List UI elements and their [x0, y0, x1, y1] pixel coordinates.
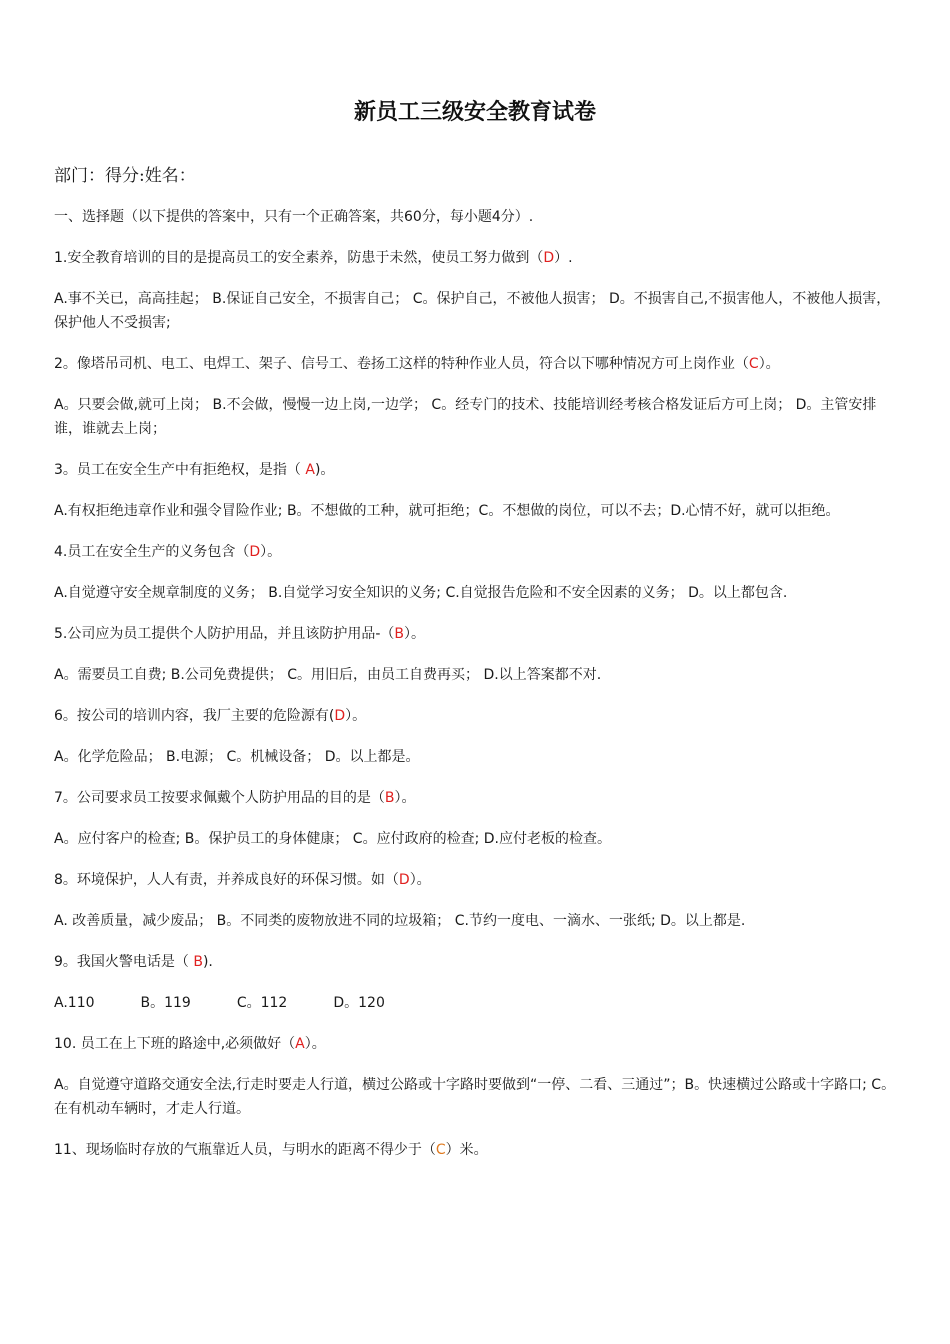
question-text: 6。按公司的培训内容，我厂主要的危险源有(	[54, 708, 335, 724]
question-suffix: )。	[314, 462, 335, 478]
question-text: 9。我国火警电话是（	[54, 954, 194, 970]
question-text: 7。公司要求员工按要求佩戴个人防护用品的目的是（	[54, 790, 385, 806]
question-text: 8。环境保护，人人有责，并养成良好的环保习惯。如（	[54, 872, 399, 888]
answer: B	[384, 790, 395, 806]
question-8	[54, 868, 898, 892]
question-suffix: ）。	[404, 626, 426, 642]
question-1	[54, 246, 898, 270]
options-7: A。应付客户的检查; B。保护员工的身体健康； C。应付政府的检查; D.应付老板的检查。	[54, 831, 611, 847]
question-4	[54, 540, 898, 564]
question-text: 3。员工在安全生产中有拒绝权，是指（	[54, 462, 306, 478]
options-9	[54, 991, 898, 1015]
question-10	[54, 1032, 898, 1056]
answer: D	[543, 250, 555, 266]
question-text: 11、现场临时存放的气瓶靠近人员，与明水的距离不得少于（	[54, 1142, 436, 1158]
answer: D	[249, 544, 261, 560]
meta-line: 部门：得分:姓名：	[54, 166, 196, 186]
answer: B	[193, 954, 203, 970]
options-3: A.有权拒绝违章作业和强令冒险作业; B。不想做的工种，就可拒绝；C。不想做的岗位，可以不去；D.心情不好，就可以拒绝。	[54, 503, 840, 519]
question-text: 1.安全教育培训的目的是提高员工的安全素养，防患于未然，使员工努力做到（	[54, 250, 544, 266]
answer: C	[748, 356, 759, 372]
answer: C	[435, 1142, 446, 1158]
question-7	[54, 786, 898, 810]
section-heading: 一、选择题（以下提供的答案中，只有一个正确答案，共60分，每小题4分）.	[54, 209, 534, 225]
question-2	[54, 352, 898, 376]
question-9	[54, 950, 898, 974]
options-8: A. 改善质量，减少废品； B。不同类的废物放进不同的垃圾箱； C.节约一度电、一滴水、一张纸; D。以上都是.	[54, 913, 746, 929]
question-text: 4.员工在安全生产的义务包含（	[54, 544, 250, 560]
option-c: C。112	[236, 995, 288, 1011]
question-text: 5.公司应为员工提供个人防护用品，并且该防护用品-（	[54, 626, 395, 642]
question-suffix: ）。	[394, 790, 416, 806]
page-title: 新员工三级安全教育试卷	[353, 99, 596, 125]
question-suffix: ）.	[554, 250, 573, 266]
option-d: D。120	[333, 995, 385, 1011]
question-11	[54, 1138, 898, 1162]
option-b: B。119	[140, 995, 191, 1011]
answer: D	[334, 708, 346, 724]
question-text: 2。像塔吊司机、电工、电焊工、架子、信号工、卷扬工这样的特种作业人员，符合以下哪种情况方可上岗作业（	[54, 356, 749, 372]
options-2: A。只要会做,就可上岗； B.不会做，慢慢一边上岗,一边学； C。经专门的技术、技能培训经考核合格发证后方可上岗； D。主管安排谁，谁就去上岗；	[54, 397, 877, 437]
question-suffix: ）。	[345, 708, 367, 724]
answer: D	[398, 872, 410, 888]
exam-content	[54, 205, 898, 1179]
question-3	[54, 458, 898, 482]
options-5: A。需要员工自费; B.公司免费提供； C。用旧后，由员工自费再买； D.以上答案都不对.	[54, 667, 602, 683]
question-suffix: ）。	[304, 1036, 326, 1052]
answer: A	[295, 1036, 305, 1052]
question-6	[54, 704, 898, 728]
question-suffix: ）。	[758, 356, 780, 372]
question-suffix: ).	[202, 954, 213, 970]
options-10: A。自觉遵守道路交通安全法,行走时要走人行道，横过公路或十字路时要做到“一停、二看、三通过”；B。快速横过公路或十字路口; C。在有机动车辆时，才走人行道。	[54, 1077, 896, 1117]
question-suffix: ）。	[260, 544, 282, 560]
question-text: 10. 员工在上下班的路途中,必须做好（	[54, 1036, 296, 1052]
question-suffix: ）米。	[445, 1142, 488, 1158]
answer: B	[394, 626, 405, 642]
question-suffix: ）。	[409, 872, 431, 888]
options-4: A.自觉遵守安全规章制度的义务； B.自觉学习安全知识的义务; C.自觉报告危险和不安全因素的义务； D。以上都包含.	[54, 585, 788, 601]
options-1: A.事不关已，高高挂起； B.保证自己安全，不损害自己； C。保护自己，不被他人损害； D。不损害自己,不损害他人，不被他人损害，保护他人不受损害;	[54, 291, 891, 331]
question-5	[54, 622, 898, 646]
option-a: A.110	[54, 995, 95, 1011]
answer: A	[305, 462, 315, 478]
options-6: A。化学危险品； B.电源； C。机械设备； D。以上都是。	[54, 749, 420, 765]
